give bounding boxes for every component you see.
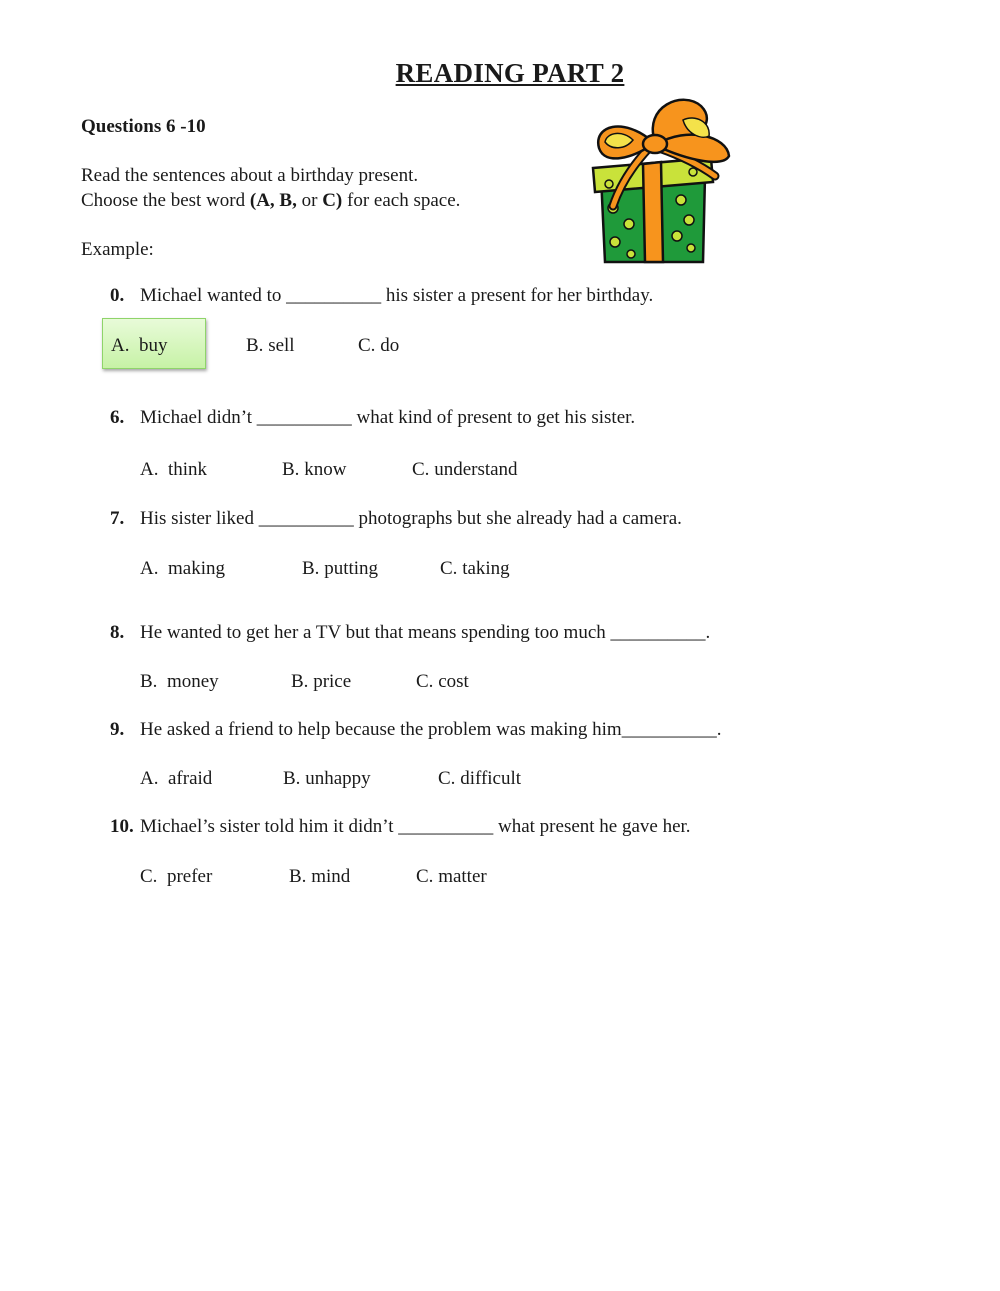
option-letter: B. bbox=[291, 671, 309, 692]
option-word: matter bbox=[438, 866, 487, 887]
instruction-letters: C) bbox=[322, 190, 343, 211]
option-b[interactable] bbox=[246, 335, 295, 357]
question-text: Michael wanted to __________ his sister a present for her birthday. bbox=[140, 285, 654, 306]
option-word: buy bbox=[138, 335, 168, 356]
option-word: understand bbox=[434, 459, 518, 480]
option-a[interactable] bbox=[140, 558, 225, 580]
option-letter: A. bbox=[140, 768, 159, 789]
option-letter: C. bbox=[416, 671, 434, 692]
option-letter: B. bbox=[289, 866, 307, 887]
instruction-text: or bbox=[296, 190, 323, 211]
option-c[interactable] bbox=[416, 866, 487, 888]
page-title: READING PART 2 bbox=[395, 58, 625, 88]
option-word: price bbox=[313, 671, 352, 692]
option-letter: C. bbox=[416, 866, 434, 887]
instruction-line-2 bbox=[81, 188, 460, 213]
option-letter: C. bbox=[440, 558, 458, 579]
option-letter: C. bbox=[438, 768, 456, 789]
option-a[interactable] bbox=[140, 671, 219, 693]
option-letter: C. bbox=[140, 866, 158, 887]
option-a[interactable] bbox=[111, 335, 167, 357]
option-word: prefer bbox=[166, 866, 213, 887]
option-a[interactable] bbox=[140, 866, 212, 888]
question-number: 10. bbox=[110, 816, 134, 837]
option-c[interactable] bbox=[438, 768, 521, 790]
example-label: Example: bbox=[81, 239, 154, 260]
option-b[interactable] bbox=[291, 671, 351, 693]
option-word: think bbox=[167, 459, 208, 480]
question-number: 6. bbox=[110, 407, 125, 428]
option-b[interactable] bbox=[282, 459, 346, 481]
instruction-line-1: Read the sentences about a birthday present. bbox=[81, 165, 419, 186]
option-c[interactable] bbox=[412, 459, 518, 481]
instruction-text: Choose the best word bbox=[81, 190, 250, 211]
option-letter: C. bbox=[412, 459, 430, 480]
question-text: He wanted to get her a TV but that means spending too much __________. bbox=[140, 622, 711, 643]
option-word: making bbox=[167, 558, 225, 579]
option-word: do bbox=[380, 335, 400, 356]
option-letter: B. bbox=[246, 335, 264, 356]
option-word: afraid bbox=[167, 768, 213, 789]
option-letter: A. bbox=[140, 459, 159, 480]
option-c[interactable] bbox=[416, 671, 469, 693]
question-number: 9. bbox=[110, 719, 125, 740]
option-word: putting bbox=[324, 558, 379, 579]
question-text: He asked a friend to help because the problem was making him__________. bbox=[140, 719, 722, 740]
question-text: His sister liked __________ photographs but she already had a camera. bbox=[140, 508, 682, 529]
option-b[interactable] bbox=[289, 866, 350, 888]
option-b[interactable] bbox=[302, 558, 378, 580]
option-word: cost bbox=[438, 671, 469, 692]
option-letter: A. bbox=[111, 335, 130, 356]
gift-box-icon bbox=[583, 96, 743, 266]
option-letter: B. bbox=[140, 671, 158, 692]
questions-heading: Questions 6 -10 bbox=[81, 116, 206, 137]
option-word: money bbox=[166, 671, 219, 692]
question-text: Michael’s sister told him it didn’t __________ what present he gave her. bbox=[140, 816, 691, 837]
option-word: sell bbox=[268, 335, 295, 356]
option-a[interactable] bbox=[140, 459, 207, 481]
question-number: 7. bbox=[110, 508, 125, 529]
option-a[interactable] bbox=[140, 768, 212, 790]
option-letter: C. bbox=[358, 335, 376, 356]
option-word: know bbox=[304, 459, 347, 480]
question-number: 0. bbox=[110, 285, 125, 306]
instruction-letters: (A, B, bbox=[249, 190, 297, 211]
option-b[interactable] bbox=[283, 768, 371, 790]
question-text: Michael didn’t __________ what kind of present to get his sister. bbox=[140, 407, 636, 428]
option-word: mind bbox=[311, 866, 351, 887]
option-letter: A. bbox=[140, 558, 159, 579]
option-word: difficult bbox=[460, 768, 522, 789]
option-c[interactable] bbox=[358, 335, 399, 357]
question-number: 8. bbox=[110, 622, 125, 643]
option-word: taking bbox=[462, 558, 510, 579]
option-letter: B. bbox=[283, 768, 301, 789]
option-c[interactable] bbox=[440, 558, 510, 580]
instruction-text: for each space. bbox=[342, 190, 461, 211]
option-letter: B. bbox=[302, 558, 320, 579]
option-word: unhappy bbox=[305, 768, 371, 789]
option-letter: B. bbox=[282, 459, 300, 480]
